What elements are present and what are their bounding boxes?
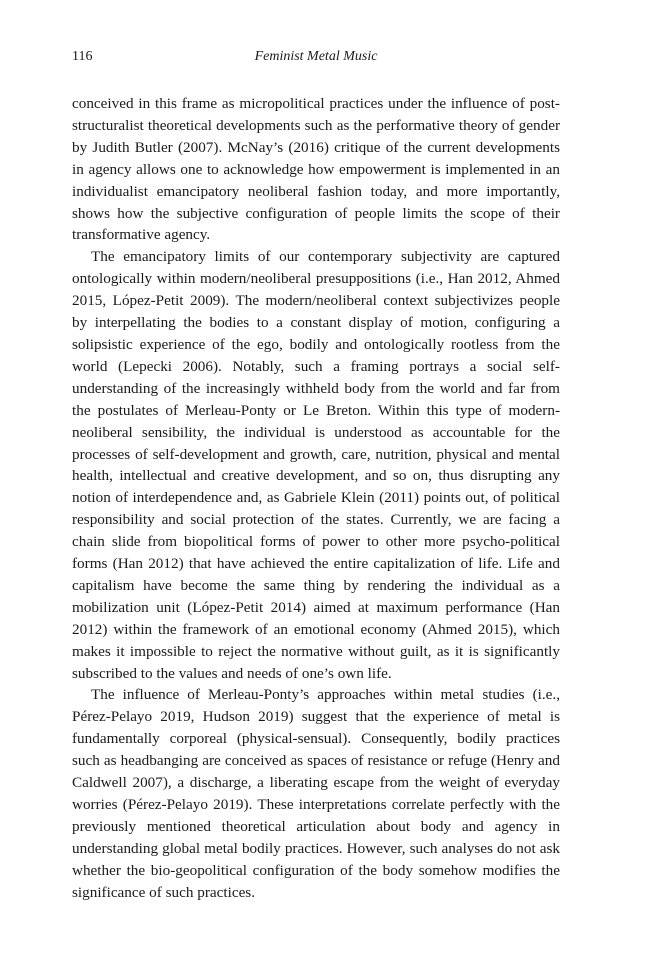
paragraph: The emancipatory limits of our contemporary subjectivity are captured ontologically within modern/neoliberal presuppositions (i.e., Han 2012, Ahmed 2015, López-Petit 2009). The modern/neoliberal context subjectivizes people by interpellating the bodies to a constant display of motion, configuring a solipsistic experience of the ego, bodily and ontologically rootless from the world (Lepecki 2006). Notably, such a framing portrays a social self-understanding of the increasingly withheld body from the world and far from the postulates of Merleau-Ponty or Le Breton. Within this type of modern-neoliberal sensibility, the individual is understood as accountable for the processes of self-development and growth, care, nutrition, physical and mental health, intellectual and creative development, and so on, thus disrupting any notion of interdependence and, as Gabriele Klein (2011) points out, of political responsibility and social protection of the states. Currently, we are facing a chain slide from biopolitical forms of power to other more psycho-political forms (Han 2012) that have achieved the entire capitalization of life. Life and capitalism have become the same thing by rendering the individual as a mobilization unit (López-Petit 2014) aimed at maximum performance (Han 2012) within the framework of an emotional economy (Ahmed 2015), which makes it impossible to reject the normative without guilt, as it is significantly subscribed to the values and needs of one’s own life. <box>72 248 560 682</box>
body-text <box>72 93 560 904</box>
running-head <box>72 47 560 67</box>
paragraph: The influence of Merleau-Ponty’s approaches within metal studies (i.e., Pérez-Pelayo 2019, Hudson 2019) suggest that the experience of metal is fundamentally corporeal (physical-sensual). Consequently, bodily practices such as headbanging are conceived as spaces of resistance or refuge (Henry and Caldwell 2007), a discharge, a liberating escape from the weight of everyday worries (Pérez-Pelayo 2019). These interpretations correlate perfectly with the previously mentioned theoretical articulation about body and agency in understanding global metal bodily practices. However, such analyses do not ask whether the bio-geopolitical configuration of the body somehow modifies the significance of such practices. <box>72 686 560 901</box>
paragraph-continued: conceived in this frame as micropolitical practices under the influence of post-structuralist theoretical developments such as the performative theory of gender by Judith Butler (2007). McNay’s (2016) critique of the current developments in agency allows one to acknowledge how empowerment is implemented in an individualist emancipatory neoliberal fashion today, and more importantly, shows how the subjective configuration of people limits the scope of their transformative agency. <box>72 95 560 244</box>
book-title: Feminist Metal Music <box>254 49 378 64</box>
page-number: 116 <box>72 49 93 64</box>
